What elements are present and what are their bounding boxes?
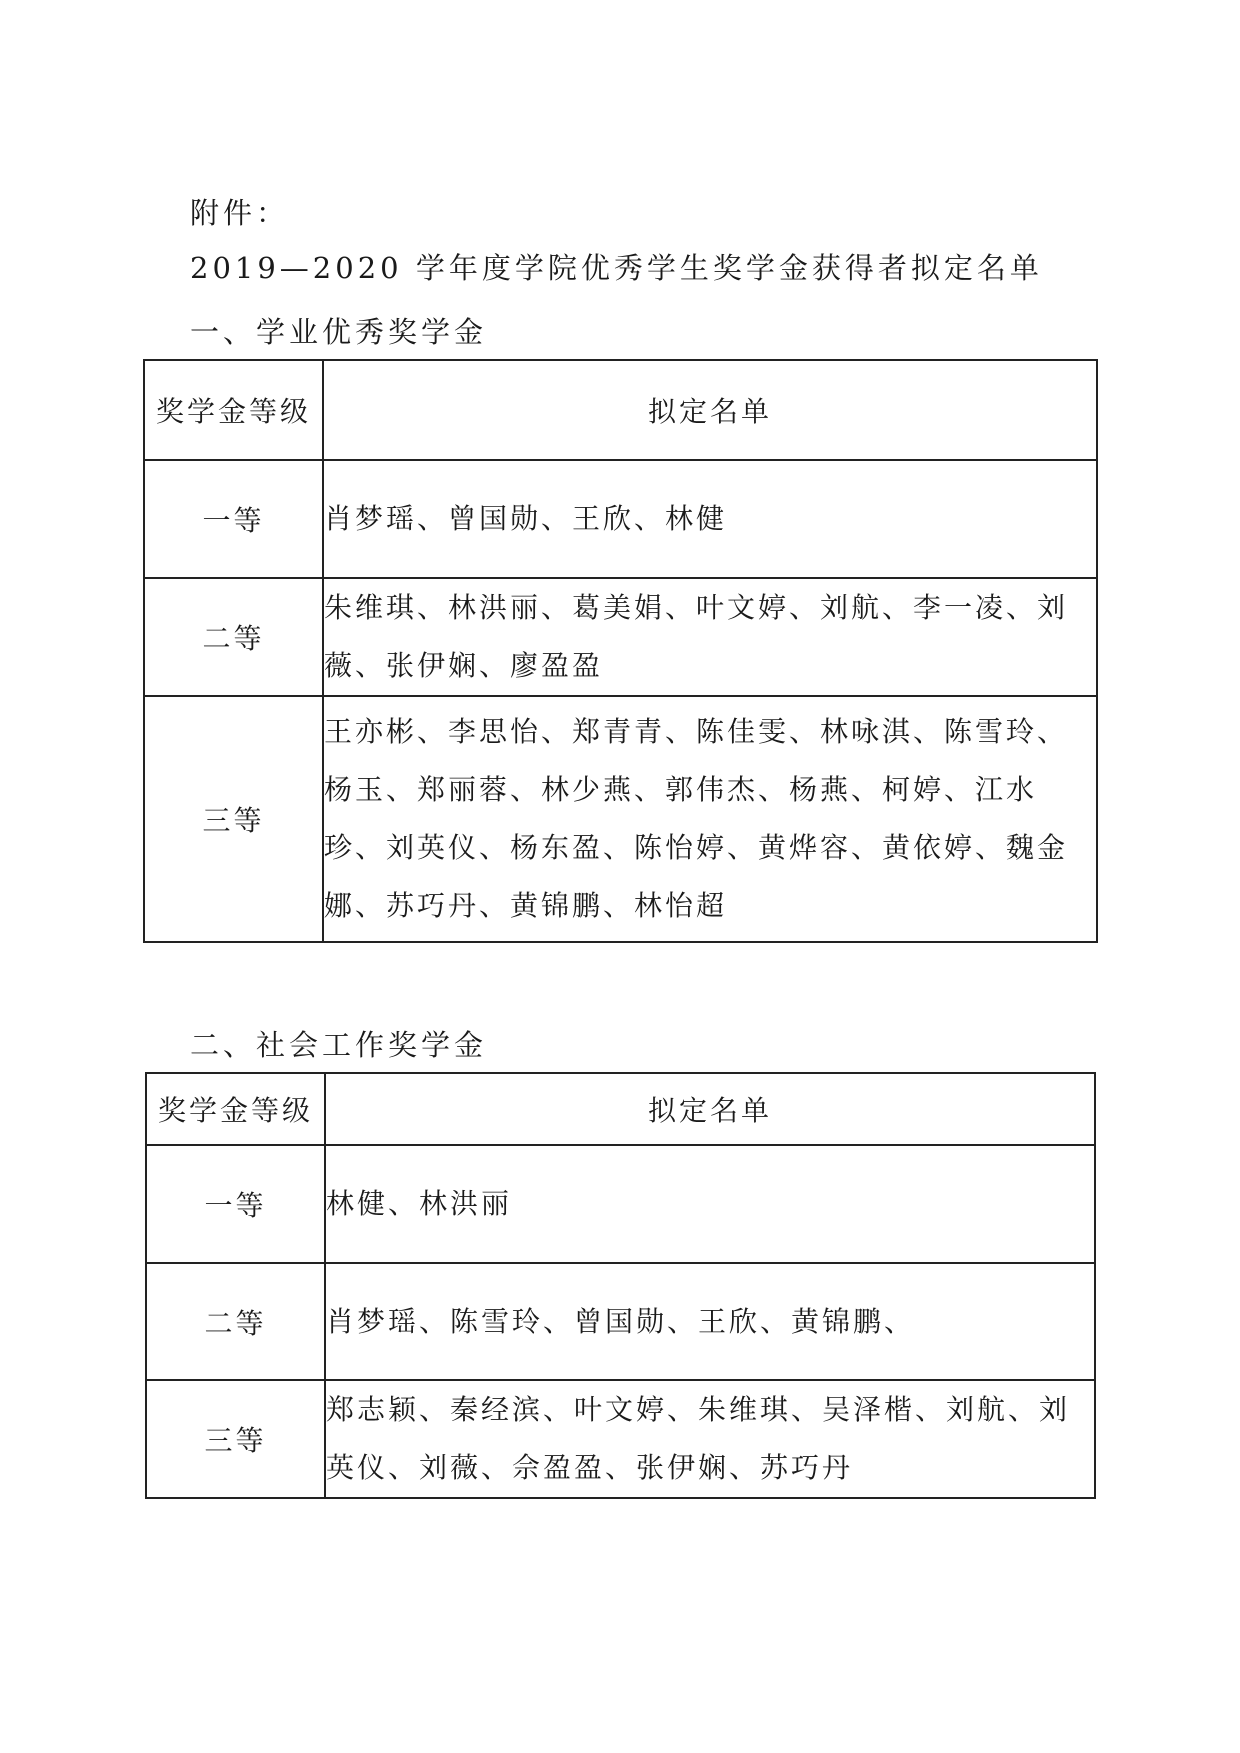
section-heading-social-work: 二、社会工作奖学金 <box>190 1028 488 1062</box>
names-cell: 林健、林洪丽 <box>325 1145 1095 1263</box>
table-row <box>144 578 1097 696</box>
grade-cell: 二等 <box>146 1263 325 1380</box>
grade-cell: 一等 <box>144 460 323 578</box>
academic-scholarship-table <box>143 359 1098 943</box>
names-cell: 肖梦瑶、曾国勋、王欣、林健 <box>323 460 1097 578</box>
names-cell: 王亦彬、李思怡、郑青青、陈佳雯、林咏淇、陈雪玲、杨玉、郑丽蓉、林少燕、郭伟杰、杨燕、柯婷、江水珍、刘英仪、杨东盈、陈怡婷、黄烨容、黄依婷、魏金娜、苏巧丹、黄锦鹏、林怡超 <box>323 696 1097 942</box>
grade-column-header: 奖学金等级 <box>146 1073 325 1145</box>
table-row <box>144 696 1097 942</box>
names-cell: 肖梦瑶、陈雪玲、曾国勋、王欣、黄锦鹏、 <box>325 1263 1095 1380</box>
grade-cell: 二等 <box>144 578 323 696</box>
table-row <box>146 1145 1095 1263</box>
grade-cell: 三等 <box>144 696 323 942</box>
grade-cell: 一等 <box>146 1145 325 1263</box>
names-column-header: 拟定名单 <box>323 360 1097 460</box>
table-header-row <box>146 1073 1095 1145</box>
attachment-label: 附件： <box>190 196 290 230</box>
grade-column-header: 奖学金等级 <box>144 360 323 460</box>
table-header-row <box>144 360 1097 460</box>
names-cell: 朱维琪、林洪丽、葛美娟、叶文婷、刘航、李一凌、刘薇、张伊娴、廖盈盈 <box>323 578 1097 696</box>
names-column-header: 拟定名单 <box>325 1073 1095 1145</box>
section-heading-academic: 一、学业优秀奖学金 <box>190 315 488 349</box>
grade-cell: 三等 <box>146 1380 325 1498</box>
social-work-scholarship-table <box>145 1072 1096 1499</box>
document-title: 2019—2020 学年度学院优秀学生奖学金获得者拟定名单 <box>190 251 1043 285</box>
table-row <box>146 1263 1095 1380</box>
names-cell: 郑志颖、秦经滨、叶文婷、朱维琪、吴泽楷、刘航、刘英仪、刘薇、佘盈盈、张伊娴、苏巧丹 <box>325 1380 1095 1498</box>
table-row <box>144 460 1097 578</box>
table-row <box>146 1380 1095 1498</box>
